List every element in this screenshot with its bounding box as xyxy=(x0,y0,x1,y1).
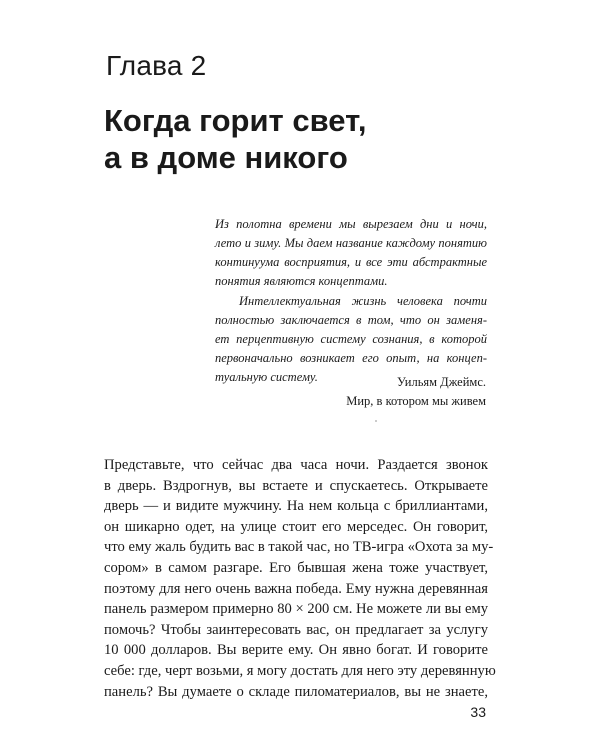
epigraph-line: туальную систему. xyxy=(215,370,318,384)
body-line: сором» в самом разгаре. Его бывшая жена тоже участвует, xyxy=(104,559,488,576)
page-number: 33 xyxy=(470,704,486,720)
epigraph-author: Уильям Джеймс. xyxy=(397,375,486,389)
epigraph-line: Из полотна времени мы вырезаем дни и ночи, xyxy=(215,217,487,231)
body-line: Представьте, что сейчас два часа ночи. Раздается звонок xyxy=(104,457,488,473)
body-line: что ему жаль будить вас в такой час, но ТВ-игра «Охота за му- xyxy=(104,539,494,556)
epigraph-line: понятия являются концептами. xyxy=(215,274,388,288)
epigraph-line: первоначально возникает его опыт, на концеп- xyxy=(215,351,487,365)
body-line: дверь — и видите мужчину. На нем кольца с бриллиантами, xyxy=(104,498,488,515)
epigraph-line: полностью заключается в том, что он заменя- xyxy=(215,313,487,327)
epigraph-source: Мир, в котором мы живем xyxy=(346,394,486,408)
epigraph xyxy=(215,215,487,387)
chapter-label: Глава 2 xyxy=(106,50,207,81)
chapter-title-line: Когда горит свет, xyxy=(104,103,367,138)
chapter-title xyxy=(104,102,367,176)
body-line: 10 000 долларов. Вы верите ему. Он явно богат. И говорите xyxy=(104,642,488,659)
body-text xyxy=(104,455,496,702)
body-line: в дверь. Вздрогнув, вы встаете и спускаетесь. Открываете xyxy=(104,477,488,494)
epigraph-attribution xyxy=(346,373,486,411)
chapter-title-line: а в доме никого xyxy=(104,140,348,175)
body-line: себе: где, черт возьми, я могу достать для него эту деревянную xyxy=(104,662,496,679)
body-line: он шикарно одет, на улице стоит его мерседес. Он говорит, xyxy=(104,518,488,535)
epigraph-line: Интеллектуальная жизнь человека почти xyxy=(239,294,487,308)
body-line: поэтому для него очень важна победа. Ему нужна деревянная xyxy=(104,580,488,597)
epigraph-line: ет перцептивную систему сознания, в которой xyxy=(215,332,487,346)
epigraph-line: лето и зиму. Мы даем название каждому понятию xyxy=(215,236,487,250)
body-line: панель? Вы думаете о складе пиломатериалов, вы не знаете, xyxy=(104,683,488,700)
scan-speck xyxy=(375,420,377,422)
body-line: помочь? Чтобы заинтересовать вас, он предлагает за услугу xyxy=(104,621,488,638)
body-line: панель размером примерно 80 × 200 см. Не можете ли вы ему xyxy=(104,601,488,618)
epigraph-paragraph xyxy=(215,215,487,291)
epigraph-line: континуума восприятия, и все эти абстрактные xyxy=(215,255,487,269)
